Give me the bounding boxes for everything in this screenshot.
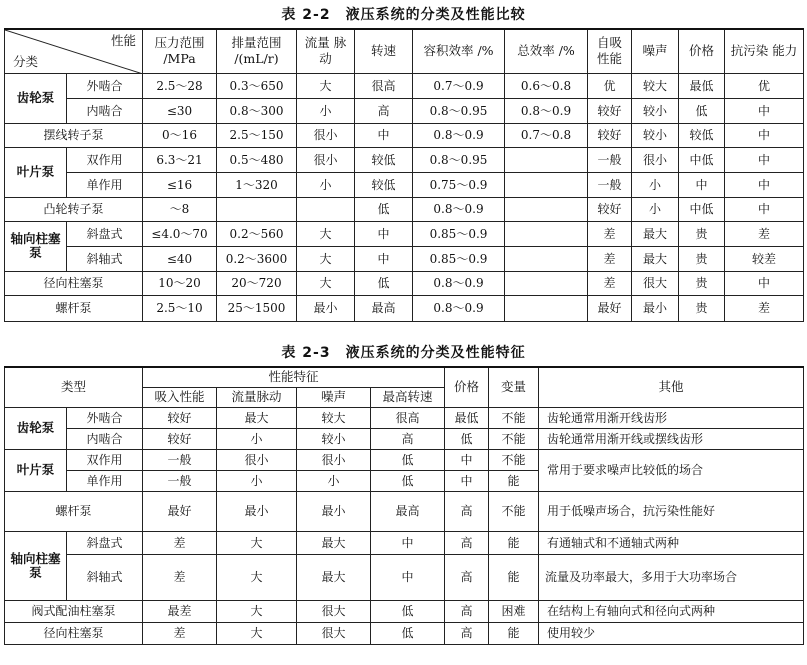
- header-displacement: 排量范围 /(mL/r): [217, 29, 297, 73]
- cell: 流量及功率最大，多用于大功率场合: [539, 554, 804, 600]
- header-performance: 性能: [110, 33, 136, 48]
- table-row: [5, 123, 804, 147]
- cell: 小: [297, 98, 355, 123]
- cell: 优: [725, 73, 804, 98]
- cell: 低: [679, 98, 725, 123]
- header-max-speed: 最高转速: [371, 387, 445, 407]
- cell: 差: [143, 531, 217, 554]
- cell: 中: [725, 197, 804, 221]
- cell: 低: [371, 470, 445, 491]
- cell: 高: [371, 428, 445, 449]
- cell: 一般: [588, 172, 632, 197]
- cell: 使用较少: [539, 622, 804, 644]
- cell: 最小: [297, 295, 355, 321]
- cell: 外啮合: [67, 73, 143, 98]
- cell: 一般: [143, 470, 217, 491]
- cell: 最小: [632, 295, 679, 321]
- table-row: [5, 197, 804, 221]
- header-price: 价格: [679, 29, 725, 73]
- cell: 大: [297, 73, 355, 98]
- cell: 较大: [632, 73, 679, 98]
- cell: 0.8～0.95: [413, 147, 505, 172]
- cell: 较大: [297, 407, 371, 428]
- header-type: 类型: [5, 367, 143, 407]
- header-speed: 转速: [355, 29, 413, 73]
- cell: 阀式配油柱塞泵: [5, 600, 143, 622]
- cell: 0.8～0.9: [505, 98, 588, 123]
- cell: 低: [355, 271, 413, 295]
- cell: 最小: [217, 491, 297, 531]
- cell: 径向柱塞泵: [5, 271, 143, 295]
- cell: 0.2～3600: [217, 246, 297, 271]
- group-gear-pump: 齿轮泵: [5, 73, 67, 123]
- table-row: [5, 147, 804, 172]
- cell: 0.75～0.9: [413, 172, 505, 197]
- cell: 较好: [143, 428, 217, 449]
- cell: 很大: [632, 271, 679, 295]
- header-other: 其他: [539, 367, 804, 407]
- header-contamination: 抗污染 能力: [725, 29, 804, 73]
- cell: 单作用: [67, 470, 143, 491]
- cell: 在结构上有轴向式和径向式两种: [539, 600, 804, 622]
- cell: 贵: [679, 221, 725, 246]
- cell: 凸轮转子泵: [5, 197, 143, 221]
- cell: 不能: [489, 449, 539, 470]
- cell: 内啮合: [67, 98, 143, 123]
- header-features: 性能特征: [143, 367, 445, 387]
- cell: 较小: [632, 123, 679, 147]
- header-self-priming: 自吸 性能: [588, 29, 632, 73]
- cell: 一般: [588, 147, 632, 172]
- cell: 小: [632, 197, 679, 221]
- group-axial-piston-pump: 轴向柱塞泵: [5, 221, 67, 271]
- cell: 较好: [588, 123, 632, 147]
- cell: 径向柱塞泵: [5, 622, 143, 644]
- cell: [505, 271, 588, 295]
- cell: 很高: [355, 73, 413, 98]
- cell: 低: [371, 449, 445, 470]
- header-pressure: 压力范围 /MPa: [143, 29, 217, 73]
- table-row: [5, 246, 804, 271]
- table-row: [5, 428, 804, 449]
- table-row: [5, 531, 804, 554]
- cell: 能: [489, 470, 539, 491]
- cell: 较差: [725, 246, 804, 271]
- cell: 0.7～0.8: [505, 123, 588, 147]
- cell: 1～320: [217, 172, 297, 197]
- cell: 斜盘式: [67, 221, 143, 246]
- cell: 能: [489, 622, 539, 644]
- cell: 0.8～300: [217, 98, 297, 123]
- cell: 大: [297, 271, 355, 295]
- cell: 斜盘式: [67, 531, 143, 554]
- cell: 最低: [445, 407, 489, 428]
- cell: 双作用: [67, 147, 143, 172]
- cell: 斜轴式: [67, 246, 143, 271]
- cell: 最高: [371, 491, 445, 531]
- cell: 最大: [297, 531, 371, 554]
- cell: 差: [725, 295, 804, 321]
- cell: 很高: [371, 407, 445, 428]
- cell: [505, 295, 588, 321]
- cell: 大: [217, 600, 297, 622]
- cell: 0.85～0.9: [413, 221, 505, 246]
- cell: 高: [445, 491, 489, 531]
- cell: 较小: [297, 428, 371, 449]
- cell: 很小: [632, 147, 679, 172]
- cell: 中: [371, 554, 445, 600]
- table1-caption: 表 2-2 液压系统的分类及性能比较: [281, 7, 526, 23]
- cell: 大: [297, 246, 355, 271]
- header-suction: 吸入性能: [143, 387, 217, 407]
- cell: 小: [297, 470, 371, 491]
- cell: 最高: [355, 295, 413, 321]
- cell: 一般: [143, 449, 217, 470]
- cell: 差: [588, 246, 632, 271]
- cell: 0.2～560: [217, 221, 297, 246]
- header-variable: 变量: [489, 367, 539, 407]
- cell: 2.5～150: [217, 123, 297, 147]
- cell: 不能: [489, 491, 539, 531]
- group-axial-piston-pump: 轴向柱塞泵: [5, 531, 67, 600]
- cell: 0.6～0.8: [505, 73, 588, 98]
- cell: [217, 197, 297, 221]
- cell: 差: [588, 271, 632, 295]
- cell: 中: [355, 123, 413, 147]
- cell: 0.8～0.9: [413, 197, 505, 221]
- cell: 高: [445, 622, 489, 644]
- header-category: 分类: [13, 53, 39, 69]
- cell: 用于低噪声场合，抗污染性能好: [539, 491, 804, 531]
- cell: 中: [725, 98, 804, 123]
- table1-header-row: [5, 29, 804, 73]
- cell: 单作用: [67, 172, 143, 197]
- cell: 高: [445, 600, 489, 622]
- table-row: [5, 449, 804, 470]
- cell: 低: [371, 600, 445, 622]
- cell: 常用于要求噪声比较低的场合: [539, 449, 804, 491]
- cell: 25～1500: [217, 295, 297, 321]
- cell: 能: [489, 554, 539, 600]
- header-flow-pulse: 流量 脉动: [297, 29, 355, 73]
- cell: 较好: [143, 407, 217, 428]
- cell: 0.8～0.9: [413, 123, 505, 147]
- cell: 0.5～480: [217, 147, 297, 172]
- cell: 齿轮通常用渐开线齿形: [539, 407, 804, 428]
- cell: 贵: [679, 271, 725, 295]
- cell: 中: [725, 271, 804, 295]
- cell: 最好: [588, 295, 632, 321]
- cell: 内啮合: [67, 428, 143, 449]
- cell: 螺杆泵: [5, 295, 143, 321]
- cell: 20～720: [217, 271, 297, 295]
- cell: [297, 197, 355, 221]
- cell: ≤40: [143, 246, 217, 271]
- cell: 最差: [143, 600, 217, 622]
- cell: 中: [371, 531, 445, 554]
- cell: 0.8～0.9: [413, 295, 505, 321]
- cell: 最大: [632, 221, 679, 246]
- table-row: [5, 554, 804, 600]
- cell: 大: [297, 221, 355, 246]
- cell: ≤30: [143, 98, 217, 123]
- cell: [505, 172, 588, 197]
- cell: [505, 246, 588, 271]
- cell: 差: [143, 622, 217, 644]
- header-total-efficiency: 总效率 /%: [505, 29, 588, 73]
- cell: 中: [725, 123, 804, 147]
- cell: [505, 147, 588, 172]
- table-row: [5, 295, 804, 321]
- cell: 小: [217, 470, 297, 491]
- cell: 中低: [679, 197, 725, 221]
- group-vane-pump: 叶片泵: [5, 449, 67, 491]
- cell: 很小: [297, 123, 355, 147]
- table2-caption: 表 2-3 液压系统的分类及性能特征: [281, 345, 526, 361]
- cell: 较小: [632, 98, 679, 123]
- cell: 较低: [355, 147, 413, 172]
- cell: 差: [588, 221, 632, 246]
- cell: 大: [217, 622, 297, 644]
- cell: 0.7～0.9: [413, 73, 505, 98]
- table-row: [5, 622, 804, 644]
- cell: ≤16: [143, 172, 217, 197]
- cell: 大: [217, 554, 297, 600]
- cell: 较好: [588, 98, 632, 123]
- cell: 0.85～0.9: [413, 246, 505, 271]
- cell: [505, 197, 588, 221]
- cell: 0.8～0.9: [413, 271, 505, 295]
- table-row: [5, 600, 804, 622]
- header-noise: 噪声: [632, 29, 679, 73]
- cell: 较好: [588, 197, 632, 221]
- cell: 摆线转子泵: [5, 123, 143, 147]
- header-price: 价格: [445, 367, 489, 407]
- cell: 优: [588, 73, 632, 98]
- group-vane-pump: 叶片泵: [5, 147, 67, 197]
- cell: 0.3～650: [217, 73, 297, 98]
- cell: 斜轴式: [67, 554, 143, 600]
- table-row: [5, 172, 804, 197]
- header-flow-pulse: 流量脉动: [217, 387, 297, 407]
- comparison-table: [4, 28, 804, 322]
- cell: 中: [355, 246, 413, 271]
- cell: 最低: [679, 73, 725, 98]
- cell: 中: [355, 221, 413, 246]
- cell: 小: [297, 172, 355, 197]
- cell: 中: [725, 172, 804, 197]
- table-row: [5, 491, 804, 531]
- cell: 很小: [297, 147, 355, 172]
- cell: 低: [355, 197, 413, 221]
- cell: 有通轴式和不通轴式两种: [539, 531, 804, 554]
- cell: 最大: [217, 407, 297, 428]
- table2-header-row: [5, 367, 804, 387]
- cell: 很小: [297, 449, 371, 470]
- cell: [505, 221, 588, 246]
- cell: 低: [445, 428, 489, 449]
- cell: 贵: [679, 295, 725, 321]
- cell: 中: [679, 172, 725, 197]
- features-table: [4, 366, 804, 645]
- cell: 最大: [632, 246, 679, 271]
- cell: 低: [371, 622, 445, 644]
- cell: 中: [725, 147, 804, 172]
- cell: 差: [725, 221, 804, 246]
- cell: 中: [445, 449, 489, 470]
- cell: ～8: [143, 197, 217, 221]
- cell: 很小: [217, 449, 297, 470]
- cell: 小: [217, 428, 297, 449]
- cell: 0.8～0.95: [413, 98, 505, 123]
- cell: 贵: [679, 246, 725, 271]
- cell: 6.3～21: [143, 147, 217, 172]
- group-gear-pump: 齿轮泵: [5, 407, 67, 449]
- cell: 最小: [297, 491, 371, 531]
- cell: 0～16: [143, 123, 217, 147]
- cell: 较低: [355, 172, 413, 197]
- cell: 最大: [297, 554, 371, 600]
- cell: 螺杆泵: [5, 491, 143, 531]
- cell: 小: [632, 172, 679, 197]
- cell: 2.5～10: [143, 295, 217, 321]
- table-row: [5, 98, 804, 123]
- cell: 高: [355, 98, 413, 123]
- header-volumetric-efficiency: 容积效率 /%: [413, 29, 505, 73]
- cell: 齿轮通常用渐开线或摆线齿形: [539, 428, 804, 449]
- cell: 最好: [143, 491, 217, 531]
- cell: 2.5～28: [143, 73, 217, 98]
- cell: 困难: [489, 600, 539, 622]
- table-row: [5, 271, 804, 295]
- cell: 双作用: [67, 449, 143, 470]
- cell: 大: [217, 531, 297, 554]
- cell: 差: [143, 554, 217, 600]
- diagonal-header-cell: [5, 29, 143, 73]
- cell: 高: [445, 531, 489, 554]
- cell: 10～20: [143, 271, 217, 295]
- table-row: [5, 221, 804, 246]
- table-row: [5, 73, 804, 98]
- header-noise: 噪声: [297, 387, 371, 407]
- cell: 很大: [297, 622, 371, 644]
- cell: 中低: [679, 147, 725, 172]
- cell: 高: [445, 554, 489, 600]
- cell: 很大: [297, 600, 371, 622]
- cell: 中: [445, 470, 489, 491]
- cell: 不能: [489, 407, 539, 428]
- cell: 较低: [679, 123, 725, 147]
- cell: 能: [489, 531, 539, 554]
- cell: 外啮合: [67, 407, 143, 428]
- table-row: [5, 407, 804, 428]
- cell: ≤4.0～70: [143, 221, 217, 246]
- cell: 不能: [489, 428, 539, 449]
